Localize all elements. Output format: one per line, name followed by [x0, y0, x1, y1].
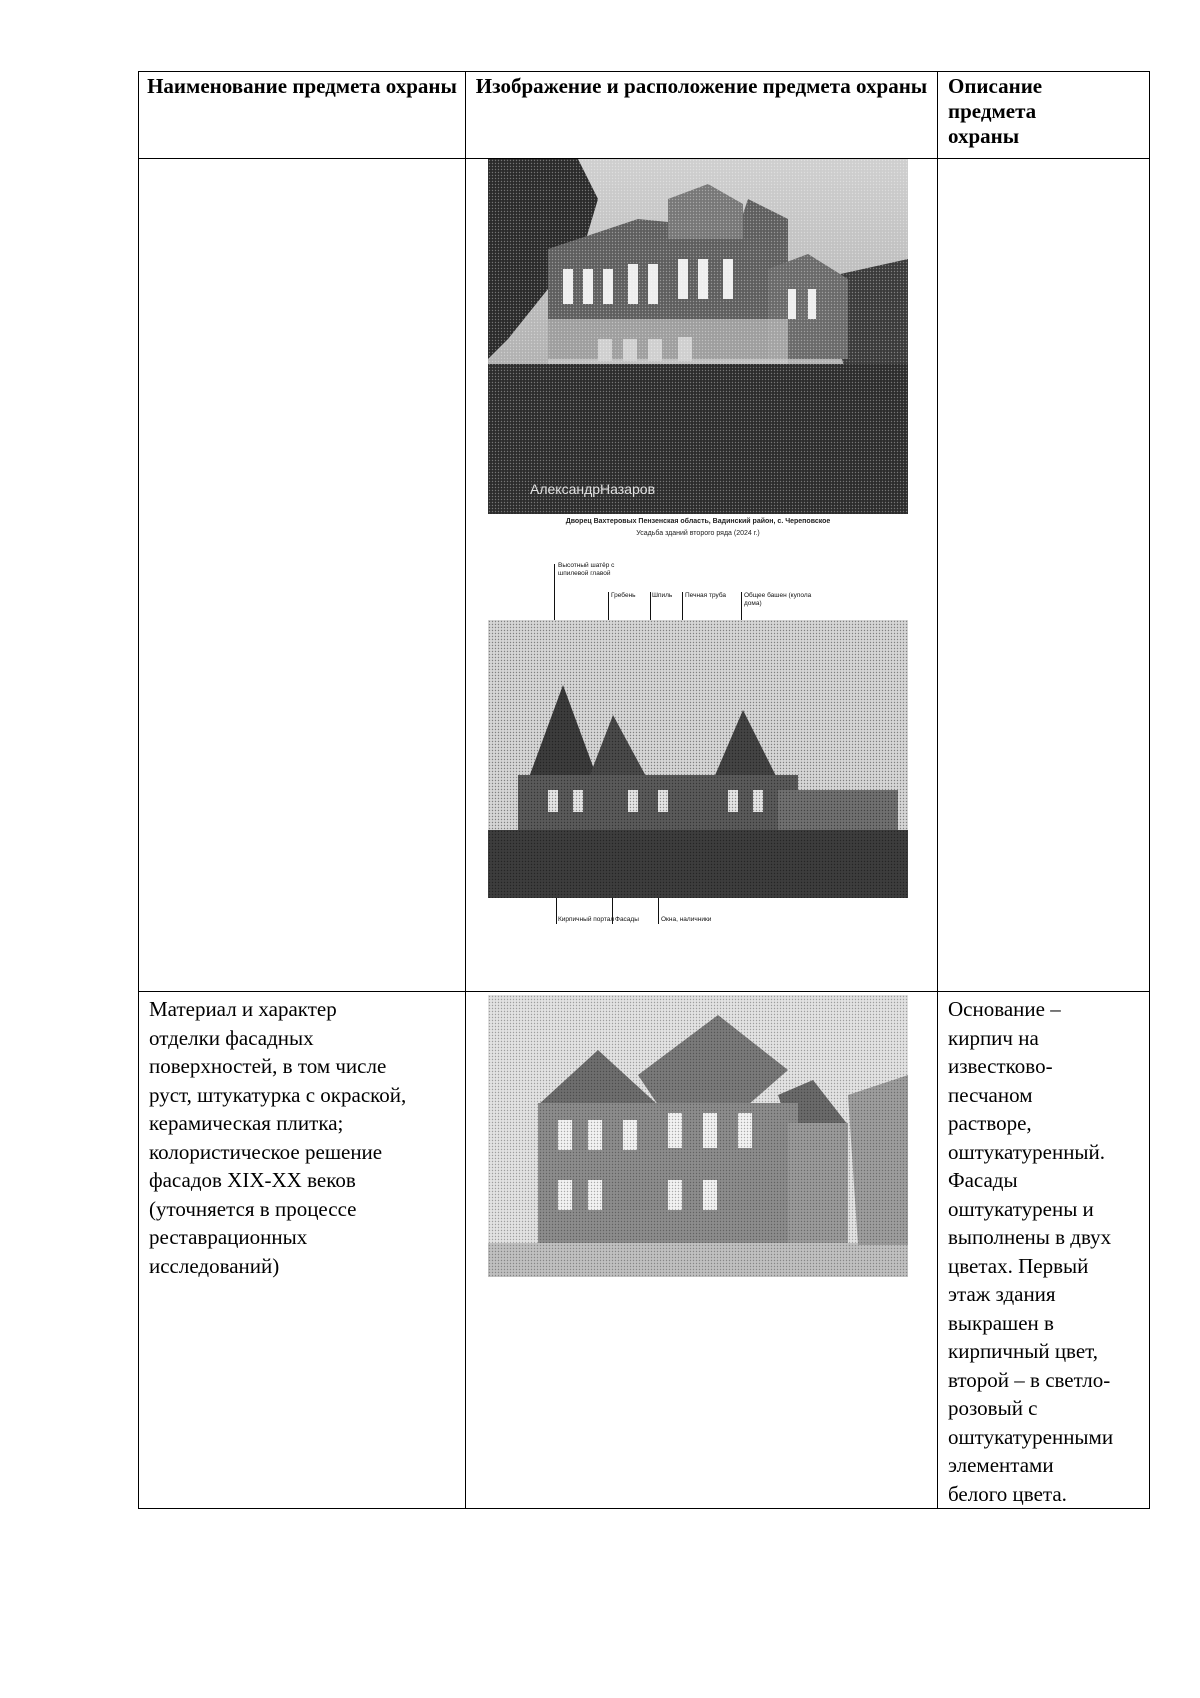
header-description-line: охраны	[948, 124, 1020, 148]
photo-caption-line: Усадьба зданий второго ряда (2024 г.)	[636, 530, 760, 537]
diagram-bottom-label: Фасады	[615, 916, 639, 923]
diagram-photo	[488, 620, 908, 898]
diagram-bottom-label: Окна, наличники	[661, 916, 712, 923]
row2-description-cell	[938, 992, 1150, 1509]
diagram-top-label: Общее башен (купола дома)	[744, 592, 812, 607]
header-row	[139, 72, 1150, 159]
header-description	[938, 72, 1150, 159]
row1-description-cell	[938, 159, 1150, 992]
diagram-top-label: Печная труба	[685, 592, 727, 599]
diagram-top-label: Гребень	[611, 592, 636, 599]
annotated-facade-diagram	[488, 560, 908, 930]
leader-line	[556, 898, 557, 924]
row2-name-cell	[139, 992, 466, 1509]
palace-photo-1	[488, 159, 908, 514]
palace-photo-2	[488, 995, 908, 1277]
header-name: Наименование предмета охраны	[139, 72, 466, 159]
leader-line	[658, 898, 659, 924]
header-description-line: Описание	[948, 74, 1043, 98]
row2-name-text: Материал и характер отделки фасадных поверхностей, в том числе руст, штукатурка с окраской, керамическая плитка; колористическое решение фасадов XIX-XX веков (уточняется в процессе реставрационных исследований)	[149, 997, 407, 1278]
palace-photo-2-image	[488, 995, 908, 1277]
header-description-line: предмета	[948, 99, 1037, 123]
diagram-top-label: Шпиль	[652, 592, 673, 599]
palace-photo-1-image	[488, 159, 908, 514]
diagram-bottom-label: Кирпичный портал	[558, 916, 615, 923]
header-image: Изображение и расположение предмета охраны	[466, 72, 938, 159]
photo-watermark: АлександрНазаров	[530, 481, 656, 497]
row1-name-cell	[139, 159, 466, 992]
photo-caption-line: Дворец Вахтеровых Пензенская область, Вадинский район, с. Череповское	[565, 518, 831, 525]
diagram-top-label: Высотный шатёр с шпилевой главой	[558, 562, 615, 577]
row2-description-text: Основание – кирпич на известково- песчаном растворе, оштукатуренный. Фасады оштукатурены и выполнены в двух цветах. Первый этаж здания выкрашен в кирпичный цвет, второй – в светло- розовый с оштукатуренными элементами белого цвета.	[948, 997, 1114, 1506]
